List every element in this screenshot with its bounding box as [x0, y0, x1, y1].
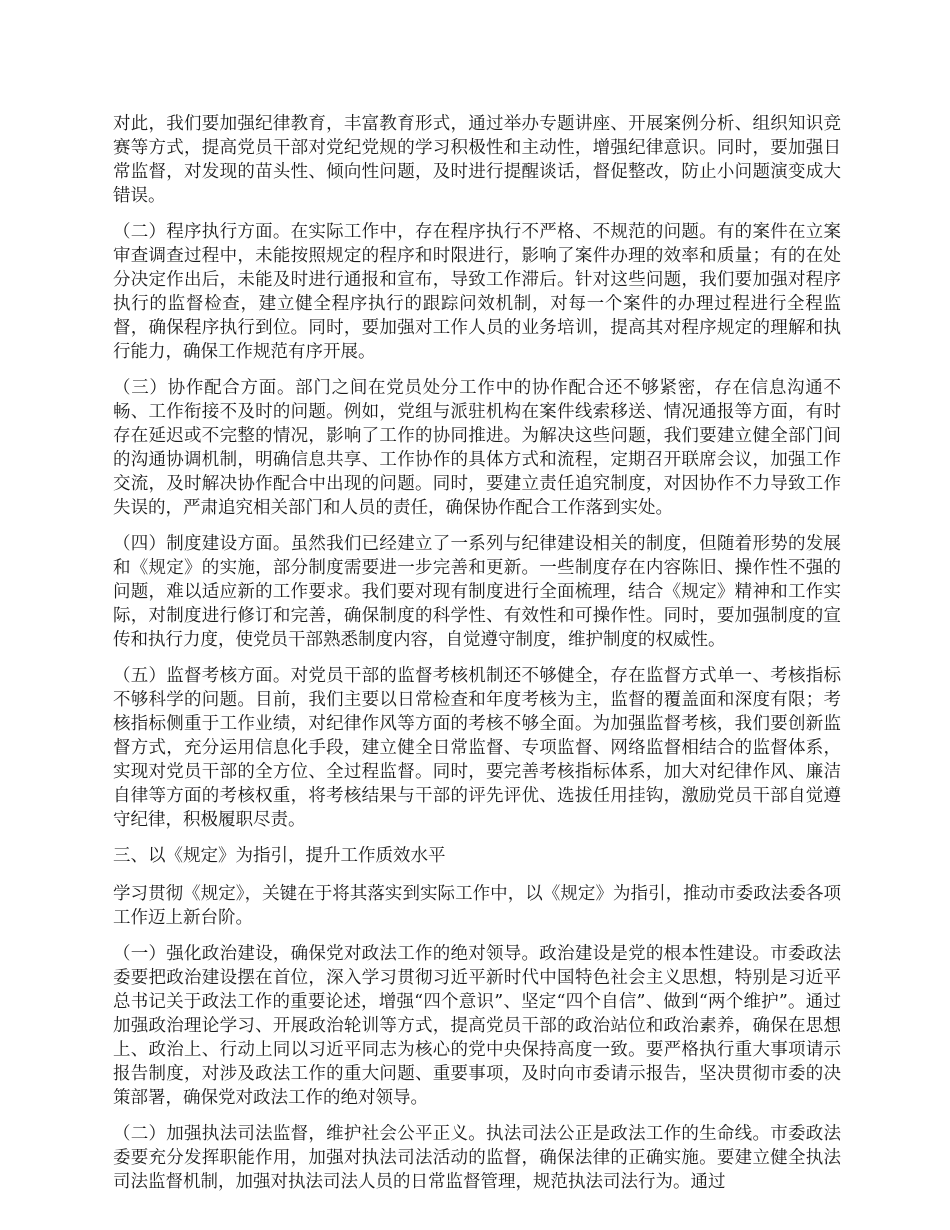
section-heading-three: 三、以《规定》为指引，提升工作质效水平 — [113, 846, 446, 866]
paragraph-law-enforcement-supervision: （二）加强执法司法监督，维护社会公平正义。执法司法公正是政法工作的生命线。市委政法委要充分发挥职能作用，加强对执法司法活动的监督，确保法律的正确实施。要建立健全执法司法监督机制，加强对执法司法人员的日常监督管理，规范执法司法行为。通过 — [113, 1124, 841, 1192]
paragraph-supervision-assessment: （五）监督考核方面。对党员干部的监督考核机制还不够健全，存在监督方式单一、考核指标不够科学的问题。目前，我们主要以日常检查和年度考核为主，监督的覆盖面和深度有限；考核指标侧重于工作业绩，对纪律作风等方面的考核不够全面。为加强监督考核，我们要创新监督方式，充分运用信息化手段，建立健全日常监督、专项监督、网络监督相结合的监督体系，实现对党员干部的全方位、全过程监督。同时，要完善考核指标体系，加大对纪律作风、廉洁自律等方面的考核权重，将考核结果与干部的评先评优、选拔任用挂钩，激励党员干部自觉遵守纪律，积极履职尽责。 — [113, 666, 841, 830]
paragraph-political-building: （一）强化政治建设，确保党对政法工作的绝对领导。政治建设是党的根本性建设。市委政法委要把政治建设摆在首位，深入学习贯彻习近平新时代中国特色社会主义思想，特别是习近平总书记关于政法工作的重要论述，增强“四个意识”、坚定“四个自信”、做到“两个维护”。通过加强政治理论学习、开展政治轮训等方式，提高党员干部的政治站位和政治素养，确保在思想上、政治上、行动上同以习近平同志为核心的党中央保持高度一致。要严格执行重大事项请示报告制度，对涉及政法工作的重大问题、重要事项，及时向市委请示报告，坚决贯彻市委的决策部署，确保党对政法工作的绝对领导。 — [113, 944, 841, 1108]
paragraph-coordination: （三）协作配合方面。部门之间在党员处分工作中的协作配合还不够紧密，存在信息沟通不畅、工作衔接不及时的问题。例如，党组与派驻机构在案件线索移送、情况通报等方面，有时存在延迟或不完整的情况，影响了工作的协同推进。为解决这些问题，我们要建立健全部门间的沟通协调机制，明确信息共享、工作协作的具体方式和流程，定期召开联席会议，加强工作交流，及时解决协作配合中出现的问题。同时，要建立责任追究制度，对因协作不力导致工作失误的，严肃追究相关部门和人员的责任，确保协作配合工作落到实处。 — [113, 378, 841, 518]
paragraph-section-intro: 学习贯彻《规定》，关键在于将其落实到实际工作中，以《规定》为指引，推动市委政法委各项工作迈上新台阶。 — [113, 884, 841, 928]
paragraph-procedure-execution: （二）程序执行方面。在实际工作中，存在程序执行不严格、不规范的问题。有的案件在立案审查调查过程中，未能按照规定的程序和时限进行，影响了案件办理的效率和质量；有的在处分决定作出后，未能及时进行通报和宣布，导致工作滞后。针对这些问题，我们要加强对程序执行的监督检查，建立健全程序执行的跟踪问效机制，对每一个案件的办理过程进行全程监督，确保程序执行到位。同时，要加强对工作人员的业务培训，提高其对程序规定的理解和执行能力，确保工作规范有序开展。 — [113, 222, 841, 362]
paragraph-discipline-education: 对此，我们要加强纪律教育，丰富教育形式，通过举办专题讲座、开展案例分析、组织知识竞赛等方式，提高党员干部对党纪党规的学习积极性和主动性，增强纪律意识。同时，要加强日常监督，对发现的苗头性、倾向性问题，及时进行提醒谈话，督促整改，防止小问题演变成大错误。 — [113, 114, 841, 206]
paragraph-institution-building: （四）制度建设方面。虽然我们已经建立了一系列与纪律建设相关的制度，但随着形势的发展和《规定》的实施，部分制度需要进一步完善和更新。一些制度存在内容陈旧、操作性不强的问题，难以适应新的工作要求。我们要对现有制度进行全面梳理，结合《规定》精神和工作实际，对制度进行修订和完善，确保制度的科学性、有效性和可操作性。同时，要加强制度的宣传和执行力度，使党员干部熟悉制度内容，自觉遵守制度，维护制度的权威性。 — [113, 534, 841, 650]
document-page — [113, 112, 841, 1206]
